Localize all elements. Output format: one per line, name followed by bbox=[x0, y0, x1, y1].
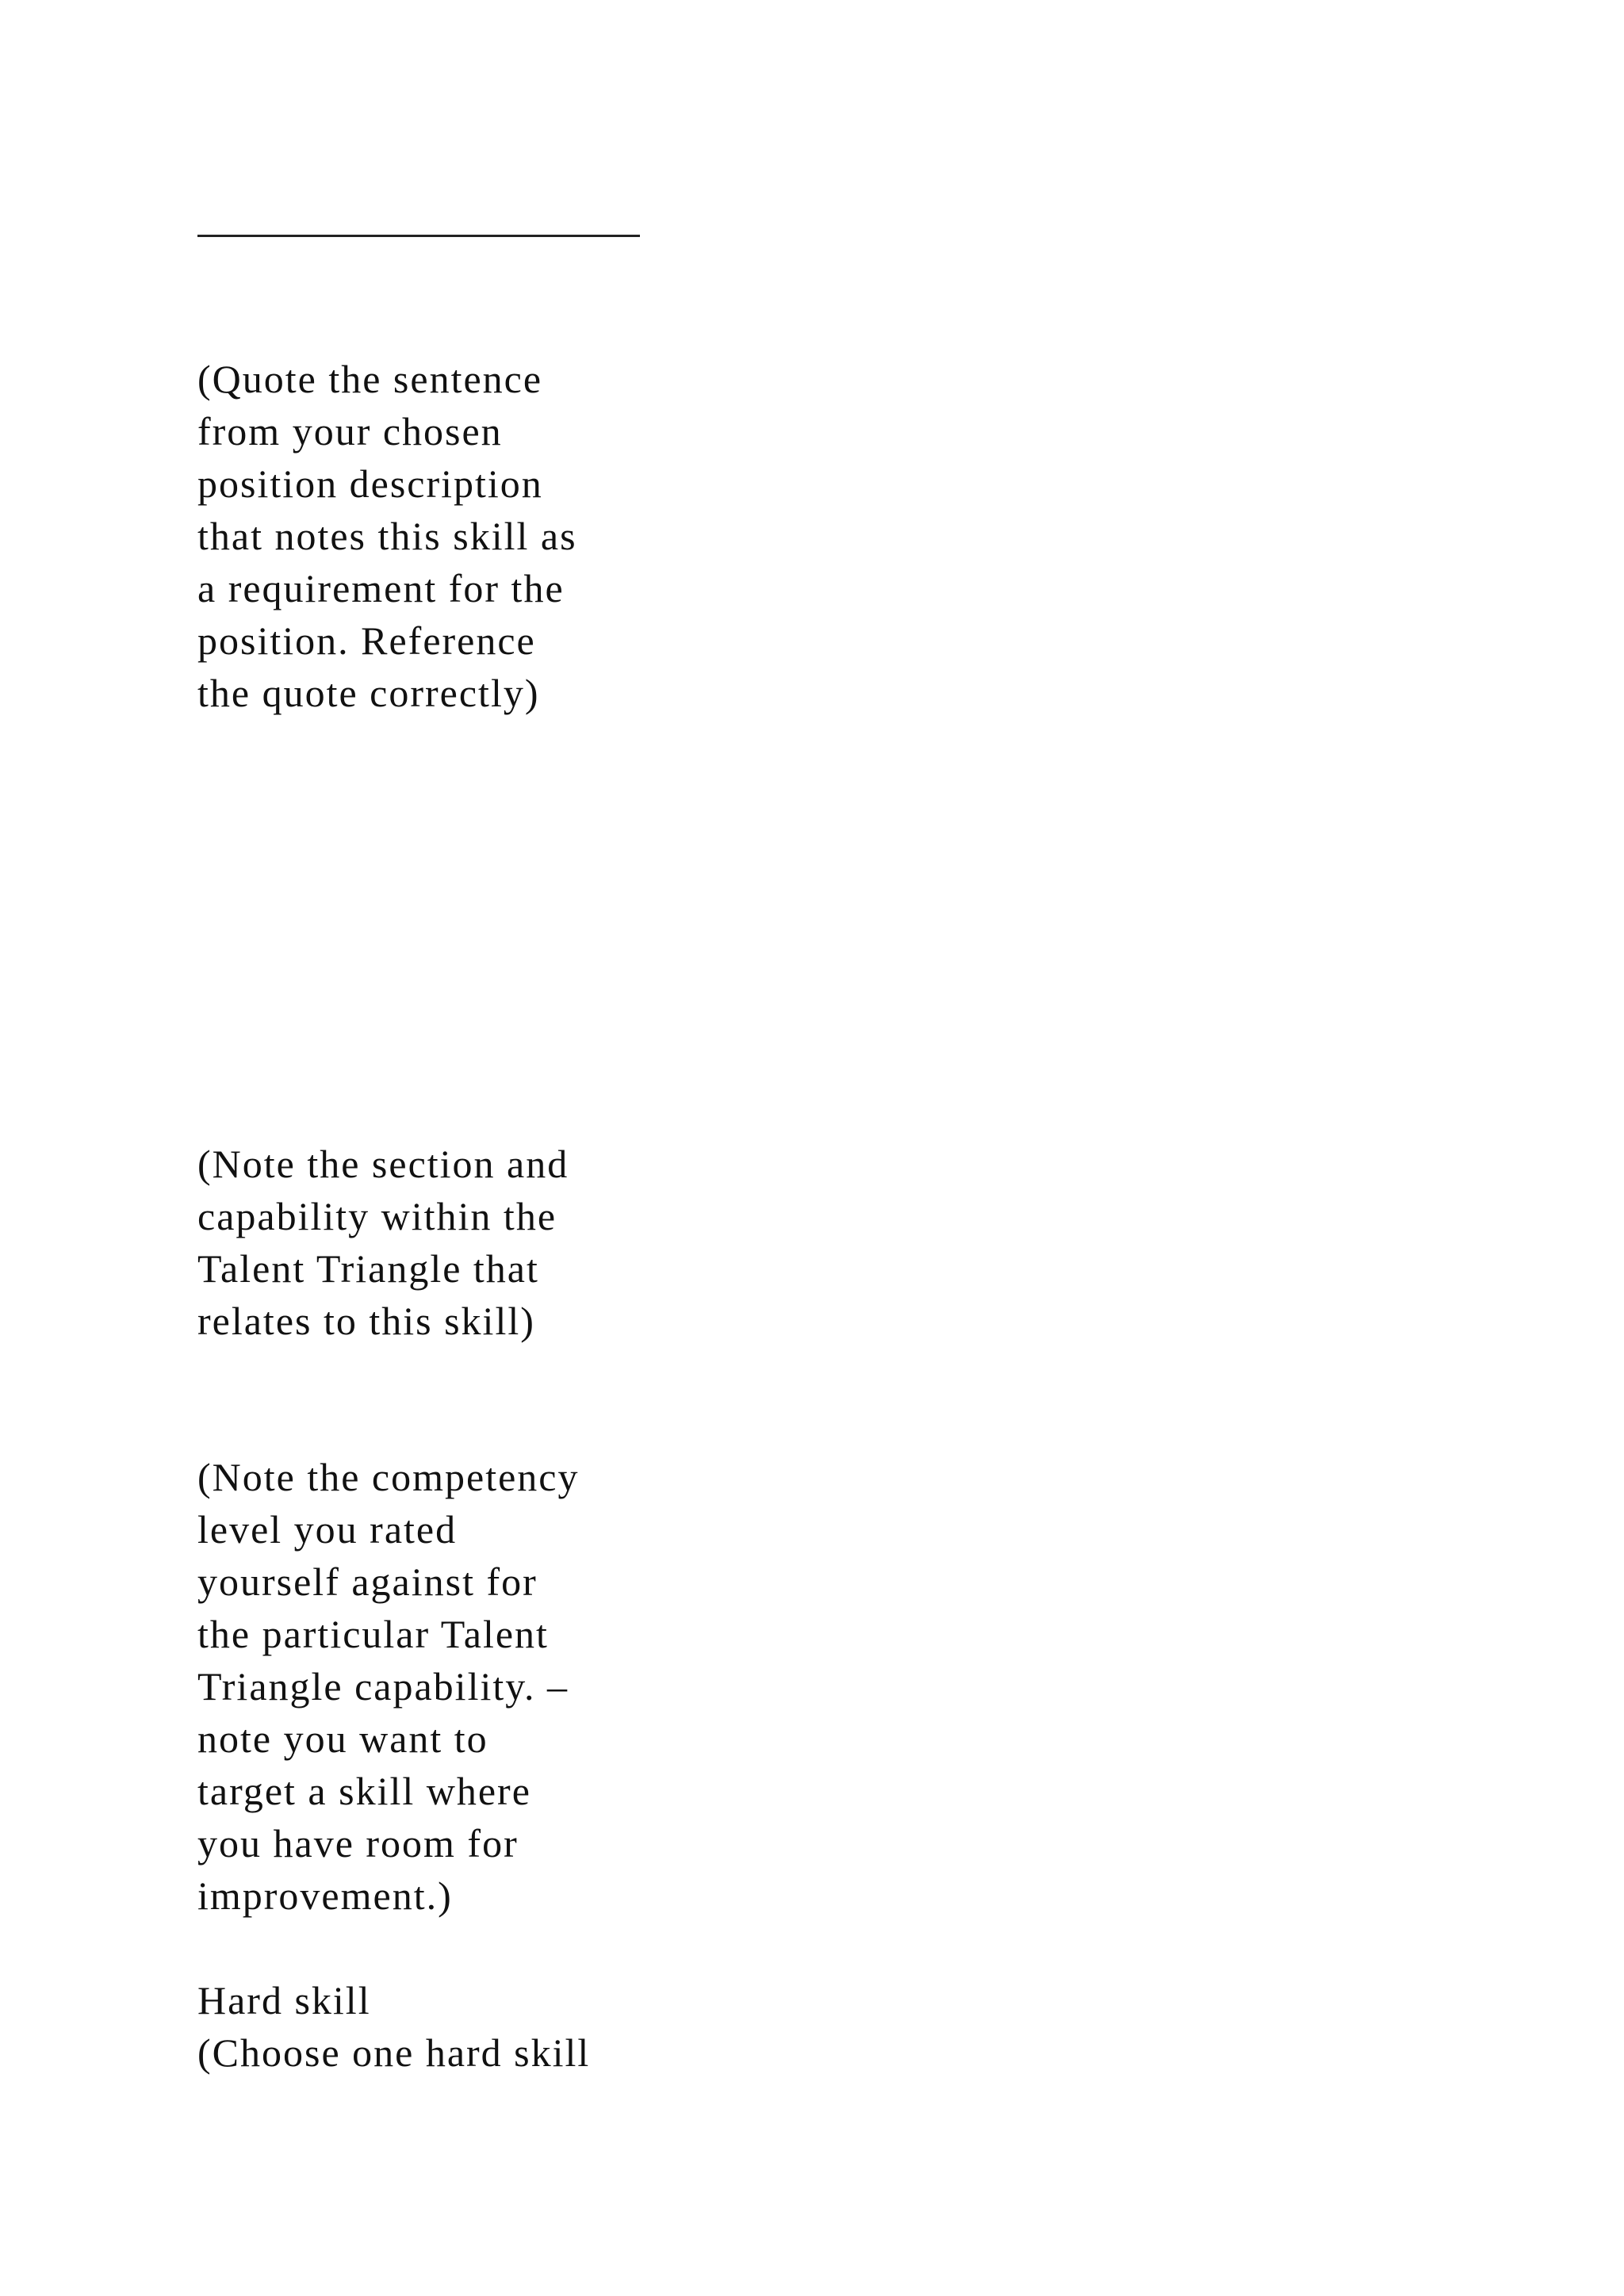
text-line: the quote correctly) bbox=[197, 671, 540, 715]
text-line: that notes this skill as bbox=[197, 514, 577, 558]
text-line: Talent Triangle that bbox=[197, 1246, 539, 1291]
text-line: target a skill where bbox=[197, 1769, 531, 1813]
text-line: capability within the bbox=[197, 1194, 557, 1238]
hard-skill-heading: Hard skill bbox=[197, 1978, 371, 2022]
text-line: the particular Talent bbox=[197, 1612, 549, 1656]
text-line: (Note the competency bbox=[197, 1455, 580, 1499]
text-line: yourself against for bbox=[197, 1559, 538, 1604]
text-line: (Quote the sentence bbox=[197, 357, 543, 401]
text-line: Triangle capability. – bbox=[197, 1664, 569, 1709]
answer-line bbox=[197, 235, 640, 237]
text-line: you have room for bbox=[197, 1821, 519, 1866]
text-line: relates to this skill) bbox=[197, 1299, 535, 1343]
text-line: a requirement for the bbox=[197, 566, 565, 610]
competency-instruction bbox=[197, 1451, 990, 1922]
section-instruction bbox=[197, 1138, 990, 1347]
text-line: position. Reference bbox=[197, 618, 536, 663]
text-line: from your chosen bbox=[197, 409, 503, 453]
text-line: position description bbox=[197, 461, 543, 506]
text-line: improvement.) bbox=[197, 1873, 453, 1918]
text-line: note you want to bbox=[197, 1716, 488, 1761]
quote-instruction bbox=[197, 353, 990, 719]
hard-skill-instruction: (Choose one hard skill bbox=[197, 2030, 591, 2075]
text-line: level you rated bbox=[197, 1507, 458, 1552]
text-line: (Note the section and bbox=[197, 1142, 569, 1186]
